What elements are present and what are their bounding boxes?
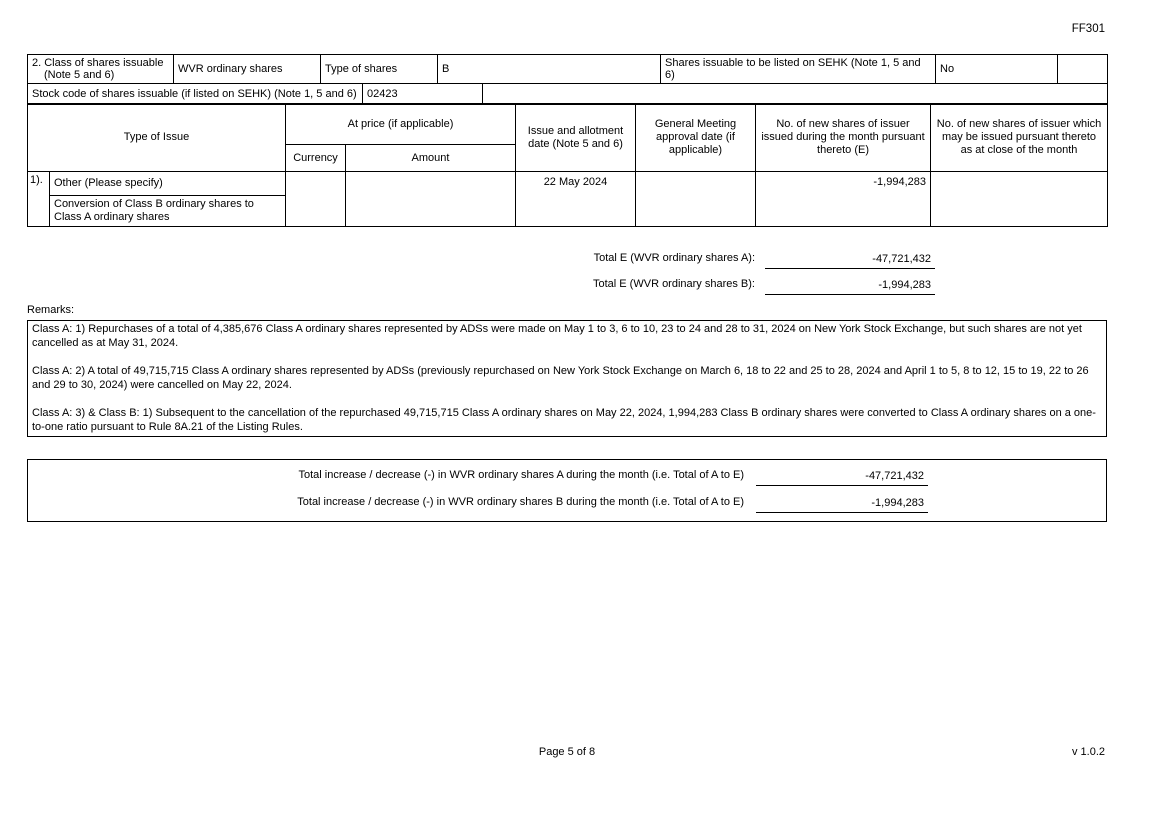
summary-a-value: -47,721,432 [756,470,928,486]
empty-cell [483,83,1108,104]
listed-on-sehk-value: No [936,55,1058,84]
issue-row-amount [346,172,516,227]
total-e-row-b [27,278,1107,295]
type-of-shares-label: Type of shares [321,55,438,84]
remarks-paragraph-1: Class A: 1) Repurchases of a total of 4,385,676 Class A ordinary shares represented by ADSs were made on May 1 to 3, 6 to 10, 23 to 24 and 28 to 31, 2024 on New York Stock Exchange, but such shares are not yet cancelled as at May 31, 2024. [32,323,1082,349]
class-issuable-label-line1: 2. Class of shares issuable [32,57,164,69]
issue-row-number: 1). [28,172,50,227]
stock-code-value: 02423 [363,83,483,104]
total-e-b-label: Total E (WVR ordinary shares B): [593,278,755,290]
form-content [27,54,1107,522]
summary-a-label: Total increase / decrease (-) in WVR ordinary shares A during the month (i.e. Total of A to E) [298,469,744,481]
page-number: Page 5 of 8 [538,746,596,758]
summary-row-b [28,496,928,513]
class-issuable-value: WVR ordinary shares [174,55,321,84]
total-increase-decrease-box [27,459,1107,522]
class-of-shares-row [27,54,1108,84]
type-of-shares-value: B [438,55,661,84]
remarks-paragraph-2: Class A: 2) A total of 49,715,715 Class A ordinary shares represented by ADSs (previously repurchased on New York Stock Exchange on March 6, 18 to 22 and 25 to 28, 2024 and April 1 to 5, 8 to 12, 15 to 19, 22 to 26 and 29 to 30, 2024) were cancelled on May 22, 2024. [32,365,1089,391]
issue-row-type-detail: Conversion of Class B ordinary shares to Class A ordinary shares [50,196,286,227]
header-new-shares-issued-e: No. of new shares of issuer issued during the month pursuant thereto (E) [756,104,931,172]
version-label: v 1.0.2 [1071,746,1105,758]
issue-row-currency [286,172,346,227]
header-issue-allotment-date: Issue and allotment date (Note 5 and 6) [516,104,636,172]
class-issuable-label-cell [28,55,174,84]
issue-table [27,103,1108,227]
summary-b-label: Total increase / decrease (-) in WVR ordinary shares B during the month (i.e. Total of A to E) [297,496,744,508]
issue-row [28,172,1108,196]
header-currency: Currency [286,145,346,172]
class-issuable-label-line2: (Note 5 and 6) [44,69,115,81]
header-may-be-issued: No. of new shares of issuer which may be issued pursuant thereto as at close of the month [931,104,1108,172]
remarks-box [27,320,1107,437]
stock-code-label: Stock code of shares issuable (if listed on SEHK) (Note 1, 5 and 6) [28,83,363,104]
total-e-b-value: -1,994,283 [765,279,935,295]
form-code-label: FF301 [1071,23,1105,35]
total-e-row-a [27,252,1107,269]
total-e-a-label: Total E (WVR ordinary shares A): [593,252,755,264]
header-type-of-issue: Type of Issue [28,104,286,172]
issue-row-may-be-issued [931,172,1108,227]
listed-on-sehk-label: Shares issuable to be listed on SEHK (Note 1, 5 and 6) [661,55,936,84]
issue-row-type: Other (Please specify) [50,172,286,196]
issue-row-gm-date [636,172,756,227]
stock-code-row [27,83,1108,105]
issue-row-date: 22 May 2024 [516,172,636,227]
remarks-label: Remarks: [27,304,75,316]
total-e-a-value: -47,721,432 [765,253,935,269]
header-amount: Amount [346,145,516,172]
total-e-section [27,252,1107,295]
header-at-price: At price (if applicable) [286,104,516,145]
empty-cell [1058,55,1108,84]
header-general-meeting-date: General Meeting approval date (if applicable) [636,104,756,172]
summary-b-value: -1,994,283 [756,497,928,513]
page-footer [27,746,1107,760]
remarks-paragraph-3: Class A: 3) & Class B: 1) Subsequent to the cancellation of the repurchased 49,715,715 Class A ordinary shares on May 22, 2024, 1,994,283 Class B ordinary shares were converted to Class A ordinary shares on a one-to-one ratio pursuant to Rule 8A.21 of the Listing Rules. [32,407,1096,433]
summary-row-a [28,469,928,486]
issue-row-new-shares-e: -1,994,283 [756,172,931,227]
